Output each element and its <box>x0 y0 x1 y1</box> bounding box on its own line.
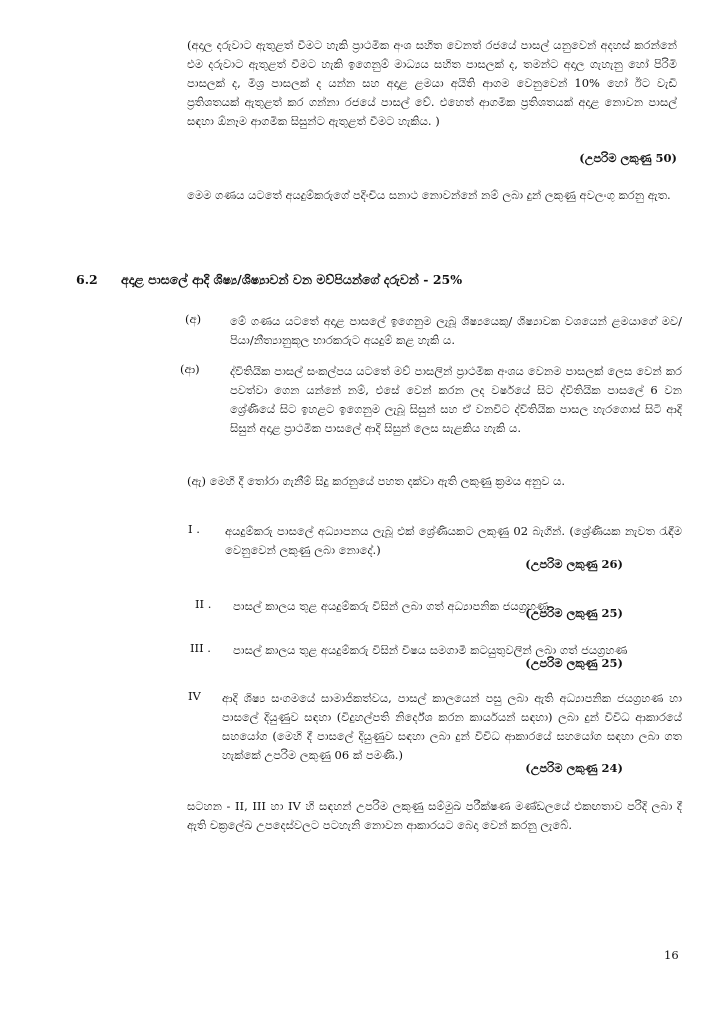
criterion-max-marks: (උපරිම ලකුණු 25) <box>525 606 623 620</box>
criterion-text: ආදි ශිෂ්‍ය සංගමයේ සාමාජිකත්වය, පාසල් කාලයෙන් පසු ලබා ඇති අධ්‍යාපනික ජයග්‍රහණ හා පාසලේ දියුණුව සඳහා (විදුහල්පති නිර්දේශ කරන කාර්යයන් සඳහා) ලබා දුන් විවිධ ආකාරයේ සහයෝග (මෙහි දී පාසලේ දියුණුව සඳහා ලබා දුන් විවිධ ආකාරයේ සහයෝග සඳහා ලබා ගත හැක්කේ උපරිම ලකුණු 06 ක් පමණි.) <box>222 691 682 762</box>
criterion-number: III . <box>190 641 211 655</box>
criterion-max-marks: (උපරිම ලකුණු 25) <box>525 656 623 670</box>
criterion-number: IV <box>188 689 201 703</box>
item-text: මේ ගණය යටතේ අදාළ පාසලේ ඉගෙනුම ලැබූ ශිෂ්‍යයෙකු/ ශිෂ්‍යාවක වශයෙන් ළමයාගේ මව/පියා/නීත්‍යානුකූල භාරකරුට අයදුම් කළ හැකි ය. <box>230 314 682 347</box>
intro-max-marks: (උපරිම ලකුණු 50) <box>579 151 677 165</box>
criterion-max-marks: (උපරිම ලකුණු 26) <box>525 557 623 571</box>
item-text: ද්විතියික පාසල් සංකල්පය යටතේ මව් පාසලින් ප්‍රාථමික අංශය වෙනම පාසලක් ලෙස වෙන් කර පවත්වා ගෙන යන්නේ නම්, එසේ වෙන් කරන ලද වර්ෂයේ සිට ද්විතියික පාසලේ 6 වන ශ්‍රේණියේ සිට ඉහළට ඉගෙනුම ලැබූ සිසුන් සහ ඒ වනවිට ද්විතියික පාසල හැරගොස් සිටි ආදි සිසුන් අදාළ ප්‍රාථමික පාසලේ ආදි සිසුන් ලෙස සැළකිය හැකි ය. <box>230 364 682 435</box>
page-number: 16 <box>664 948 679 962</box>
criterion-text: අයදුම්කරු පාසලේ අධ්‍යාපනය ලැබූ එක් ශ්‍රේණියකට ලකුණු 02 බැගින්. (ශ්‍රේණියක නැවත රැඳීම වෙනුවෙන් ලකුණු ලබා නොදේ.) <box>225 524 682 557</box>
section-number: 6.2 <box>76 272 98 287</box>
item-label: (අ) <box>185 312 202 326</box>
criterion-number: I . <box>188 522 200 536</box>
criterion-max-marks: (උපරිම ලකුණු 24) <box>525 761 623 775</box>
item-label: (ආ) <box>180 362 200 376</box>
intro-paragraph: (අදාල දරුවාට ඇතුළත් වීමට හැකි ප්‍රාථමික අංශ සහිත වෙනත් රජයේ පාසල් යනුවෙන් අදහස් කරන්නේ එම දරුවාට ඇතුළත් වීමට හැකි ඉගෙනුම් මාධ්‍යය සහිත පාසලක් ද, තමන්ට අදාල ගැහැනු හෝ පිරිමි පාසලක් ද, මිශ්‍ර පාසලක් ද යන්න සහ අදාළ ළමයා අයිති ආගම වෙනුවෙන් 10% හෝ ඊට වැඩි ප්‍රතිශතයක් ඇතුළත් කර ගන්නා රජයේ පාසල් වේ. එහෙත් ආගමික ප්‍රතිශතයක් අදාළ නොවන පාසල් සඳහා ඕනෑම ආගමික සිසුන්ට ඇතුළත් වීමට හැකිය. ) <box>187 38 677 128</box>
intro-note: මෙම ගණය යටතේ අයදුම්කරුගේ පදිංචිය සනාථ නොවන්නේ නම් ලබා දුන් ලකුණු අවලංගු කරනු ඇත. <box>187 188 671 202</box>
criterion-text: පාසල් කාලය තුළ අයදුම්කරු විසින් ලබා ගත් අධ්‍යාපනික ජයග්‍රහණ <box>233 599 549 613</box>
criterion-text: පාසල් කාලය තුළ අයදුම්කරු විසින් විෂය සමගාමී කටයුතුවලින් ලබා ගත් ජයග්‍රහණ <box>233 643 628 657</box>
criterion-number: II . <box>195 597 212 611</box>
section-title: අදාළ පාසලේ ආදි ශිෂ්‍ය/ශිෂ්‍යාවන් වන මව්පියන්ගේ දරුවන් - 25% <box>121 272 463 287</box>
selection-note: (ඇ) මෙහි දී තෝරා ගැනීම් සිදු කරනුයේ පහත දක්වා ඇති ලකුණු ක්‍රමය අනුව ය. <box>187 474 566 488</box>
footnote: සටහන - II, III හා IV හි සඳහන් උපරිම ලකුණු සම්මුඛ පරීක්ෂණ මණ්ඩලයේ එකඟතාව පරිදි ලබා දී ඇති චක්‍රලේඛ උපදෙස්වලට පටහැනි නොවන ආකාරයට බෙදා වෙන් කරනු ලැබේ. <box>187 799 682 832</box>
